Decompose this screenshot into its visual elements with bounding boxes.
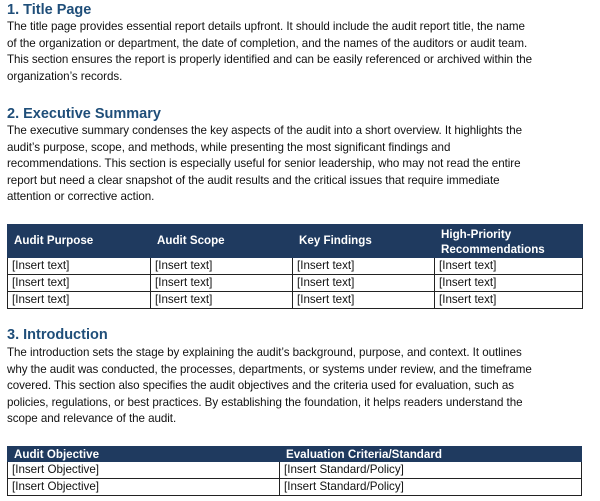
column-header-audit-purpose: Audit Purpose — [8, 225, 151, 258]
paragraph-line: The introduction sets the stage by explaining the audit’s background, purpose, and context. It outlines — [7, 346, 522, 359]
table-cell[interactable]: [Insert Standard/Policy] — [280, 462, 582, 479]
table-cell[interactable]: [Insert text] — [435, 258, 583, 275]
heading-executive-summary: 2. Executive Summary — [7, 106, 161, 122]
table-cell[interactable]: [Insert Objective] — [8, 462, 280, 479]
table-cell[interactable]: [Insert text] — [293, 275, 435, 292]
table-row — [8, 462, 582, 479]
paragraph-line: audit’s purpose, scope, and methods, while presenting the most significant findings and — [7, 140, 451, 154]
paragraph-line: attention or corrective action. — [7, 190, 155, 204]
header-line: High-Priority — [441, 228, 512, 241]
table-row — [8, 292, 583, 309]
table-cell[interactable]: [Insert text] — [435, 292, 583, 309]
table-cell[interactable]: [Insert text] — [293, 292, 435, 309]
table-cell[interactable]: [Insert Standard/Policy] — [280, 479, 582, 496]
paragraph-introduction — [7, 345, 587, 428]
column-header-audit-scope: Audit Scope — [151, 225, 293, 258]
column-header-key-findings: Key Findings — [293, 225, 435, 258]
paragraph-line: why the audit was conducted, the processes, departments, or systems under review, and the timeframe — [7, 362, 532, 376]
table-header-row — [8, 447, 582, 462]
paragraph-line: covered. This section also specifies the audit objectives and the criteria used for evaluation, such as — [7, 379, 514, 393]
table-cell[interactable]: [Insert text] — [151, 275, 293, 292]
table-cell[interactable]: [Insert text] — [151, 258, 293, 275]
paragraph-line: This section ensures the report is properly identified and can be easily referenced or archived within the — [7, 53, 533, 67]
column-header-high-priority-recommendations — [435, 225, 583, 258]
table-cell[interactable]: [Insert text] — [8, 275, 151, 292]
table-cell[interactable]: [Insert text] — [8, 292, 151, 309]
table-cell[interactable]: [Insert text] — [8, 258, 151, 275]
paragraph-line: report but need a clear snapshot of the audit results and the critical issues that require immediate — [7, 173, 500, 187]
paragraph-executive-summary — [7, 123, 587, 206]
paragraph-line: recommendations. This section is especially useful for senior leadership, who may not read the entire — [7, 157, 521, 171]
table-cell[interactable]: [Insert text] — [151, 292, 293, 309]
table-row — [8, 479, 582, 496]
paragraph-line: The title page provides essential report details upfront. It should include the audit report title, the name — [7, 20, 525, 33]
heading-title-page: 1. Title Page — [7, 2, 92, 18]
table-row — [8, 258, 583, 275]
table-cell[interactable]: [Insert text] — [293, 258, 435, 275]
paragraph-title-page — [7, 19, 587, 85]
paragraph-line: policies, regulations, or best practices. By establishing the foundation, it helps readers understand the — [7, 395, 523, 409]
column-header-evaluation-criteria: Evaluation Criteria/Standard — [280, 447, 582, 462]
paragraph-line: organization’s records. — [7, 69, 123, 83]
executive-summary-table — [7, 224, 583, 309]
table-cell[interactable]: [Insert text] — [435, 275, 583, 292]
paragraph-line: of the organization or department, the date of completion, and the names of the auditors or audit team. — [7, 36, 528, 50]
paragraph-line: The executive summary condenses the key aspects of the audit into a short overview. It highlights the — [7, 124, 523, 137]
table-cell[interactable]: [Insert Objective] — [8, 479, 280, 496]
heading-introduction: 3. Introduction — [7, 327, 108, 343]
table-row — [8, 275, 583, 292]
header-line: Recommendations — [441, 243, 545, 256]
table-header-row — [8, 225, 583, 258]
introduction-table — [7, 446, 582, 496]
paragraph-line: scope and relevance of the audit. — [7, 412, 177, 426]
column-header-audit-objective: Audit Objective — [8, 447, 280, 462]
